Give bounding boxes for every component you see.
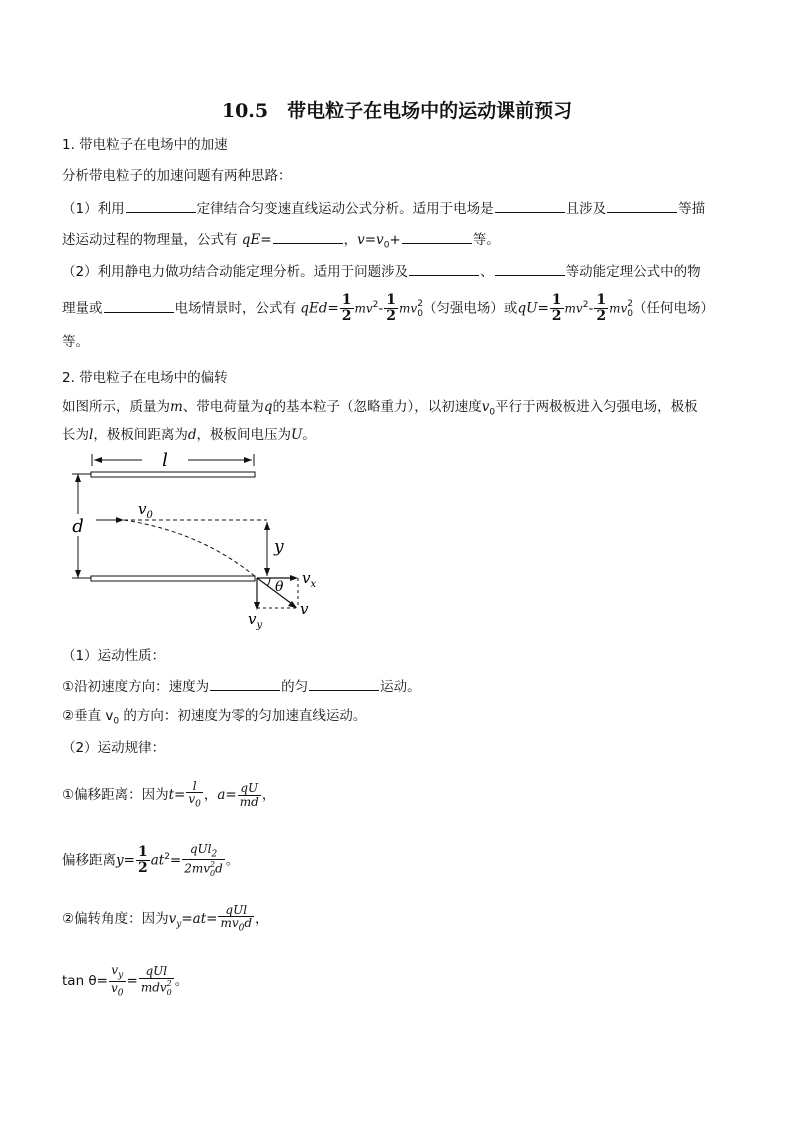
fraction-tan: $\frac{v_y}{v_0}$: [110, 962, 124, 998]
fraction-half: $\frac{1}{2}$: [596, 292, 607, 324]
blank-9[interactable]: [210, 676, 280, 691]
fraction-vy: $\frac{\text{qUl}}{mv_0d}$: [220, 902, 253, 934]
nature-line1: ①沿初速度方向：速度为 的匀 运动。: [62, 676, 421, 697]
bottom-plate: [91, 576, 255, 581]
label-vy: $v_y$: [248, 610, 263, 631]
law-line4: tan θ= $\frac{v_y}{v_0}$ = qUl mdv 2 0 。: [62, 962, 189, 998]
para1-line1: （1）利用 定律结合匀变速直线运动公式分析。适用于电场是 且涉及 等描: [62, 198, 705, 219]
blank-4[interactable]: [273, 229, 343, 244]
fraction-half: $\frac{1}{2}$: [341, 292, 352, 324]
nature-heading: （1）运动性质：: [62, 648, 166, 664]
blank-3[interactable]: [607, 198, 677, 213]
page-title: 10.5 带电粒子在电场中的运动课前预习: [221, 100, 573, 122]
para2-line1: （2）利用静电力做功结合动能定理分析。适用于问题涉及 、 等动能定理公式中的物: [62, 261, 701, 282]
label-v0: $v_0$: [138, 500, 153, 521]
blank-2[interactable]: [495, 198, 565, 213]
blank-5[interactable]: [402, 229, 472, 244]
label-l: l: [162, 452, 168, 471]
label-y: y: [274, 537, 284, 557]
section2-intro-line1: 如图所示，质量为m、带电荷量为q的基本粒子（忽略重力），以初速度$v_0$平行于两极板进入匀强电场，极板: [62, 399, 698, 418]
law-line2: 偏移距离y= $\frac{1}{2}$ $at^2=$ qUl$_2$ 2mv 2 0 d 。: [62, 841, 240, 879]
nature-line2: ②垂直 $v_0$ 的方向：初速度为零的匀加速直线运动。: [62, 708, 367, 727]
fraction-half: $\frac{1}{2}$: [551, 292, 562, 324]
fraction-half: $\frac{1}{2}$: [137, 844, 148, 876]
para2-line3: 等。: [62, 334, 89, 350]
theta-arc: [267, 578, 270, 586]
label-v: v: [300, 600, 309, 618]
fraction-y: qUl$_2$ 2mv 2 0 d: [184, 841, 223, 879]
label-theta: θ: [275, 579, 284, 595]
law-line1: ①偏移距离：因为t= $\frac{l}{v_0}$ ，a= $\frac{qU}{md}$ ，: [62, 778, 276, 810]
label-d: d: [72, 516, 84, 537]
fraction-half: $\frac{1}{2}$: [386, 292, 397, 324]
section2-intro-line2: 长为l，极板间距离为d，极板间电压为U。: [62, 427, 316, 443]
blank-8[interactable]: [104, 298, 174, 313]
law-heading: （2）运动规律：: [62, 740, 166, 756]
label-vx: $v_x$: [302, 569, 317, 590]
section1-heading: 1. 带电粒子在电场中的加速: [62, 137, 228, 153]
para1-line2: 述运动过程的物理量，公式有 qE= ，$v=v_0+$ 等。: [62, 229, 500, 256]
fraction-tan-result: qUl mdv 2 0: [140, 964, 172, 997]
top-plate: [91, 472, 255, 477]
blank-1[interactable]: [126, 198, 196, 213]
deflection-diagram: [62, 452, 332, 632]
section2-heading: 2. 带电粒子在电场中的偏转: [62, 370, 228, 386]
blank-10[interactable]: [309, 676, 379, 691]
para2-line2: 理量或 电场情景时，公式有 qEd= $\frac{1}{2}$ $mv^2-$ $\frac{1}{2}$ mv 2 0 （匀强电场）或qU= $\frac{1}{2}$ $mv^2-$ $\frac{1}{2}$ mv 2 0 （任何电场）: [62, 292, 714, 324]
trajectory: [124, 520, 257, 578]
blank-6[interactable]: [409, 261, 479, 276]
fraction-a: $\frac{qU}{md}$: [239, 780, 259, 809]
fraction-t: $\frac{l}{v_0}$: [188, 778, 201, 810]
section1-intro: 分析带电粒子的加速问题有两种思路：: [62, 168, 292, 184]
blank-7[interactable]: [495, 261, 565, 276]
law-line3: ②偏转角度：因为$v_y=at=$ $\frac{\text{qUl}}{mv_0d}$ ，: [62, 902, 269, 934]
